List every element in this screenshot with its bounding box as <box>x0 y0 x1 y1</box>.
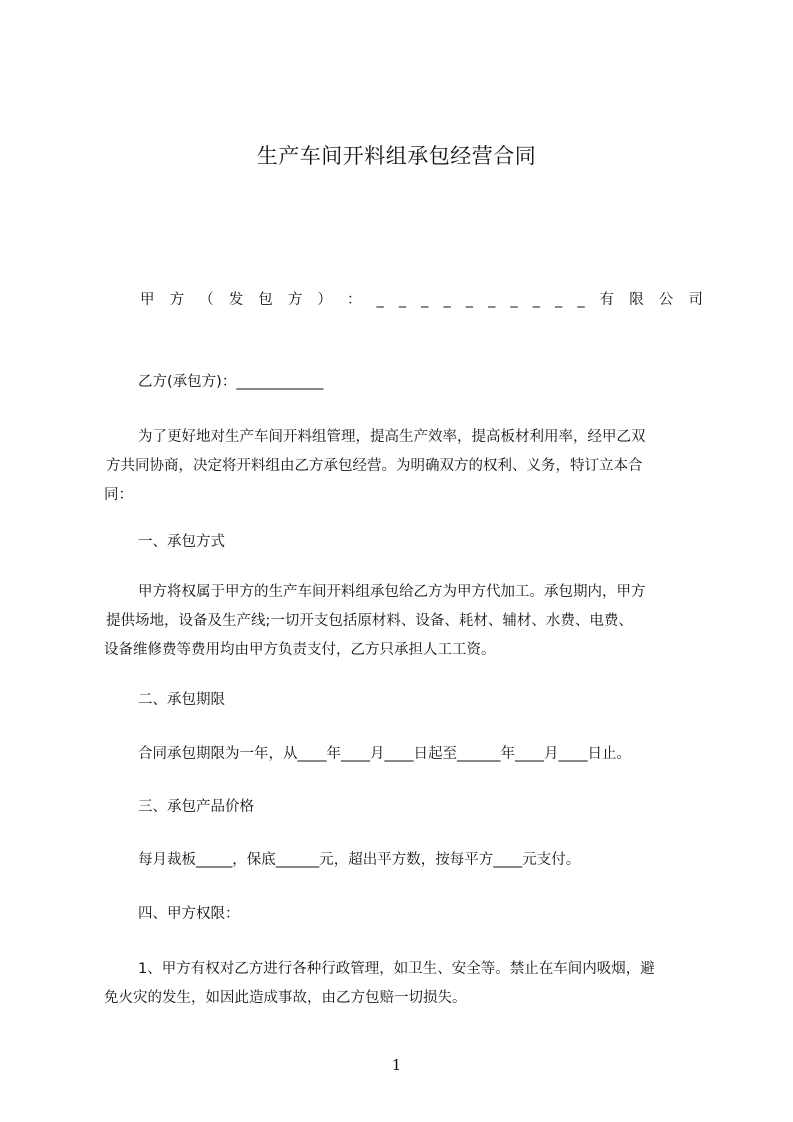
party-a-blank: _ <box>555 292 563 308</box>
party-a-line <box>140 290 703 310</box>
section2-heading: 二、承包期限 <box>138 692 225 708</box>
intro-line: 为了更好地对生产车间开料组管理，提高生产效率，提高板材利用率，经甲乙双 <box>138 429 646 445</box>
intro-line: 同： <box>104 487 133 503</box>
party-a-blank: _ <box>465 292 473 308</box>
section4-item1 <box>104 955 690 1013</box>
section1-paragraph <box>104 578 690 665</box>
party-a-char: 甲 <box>140 292 155 308</box>
section2-text: 合同承包期限为一年，从____年____月____日起至______年____月____日止。 <box>138 746 631 762</box>
party-b-line: 乙方(承包方)：____________ <box>138 374 324 390</box>
section1-line: 设备维修费等费用均由甲方负责支付，乙方只承担人工工资。 <box>104 642 496 658</box>
party-a-char: ） <box>317 292 332 308</box>
party-a-blank: _ <box>577 292 585 308</box>
section3-heading: 三、承包产品价格 <box>138 799 254 815</box>
party-a-char: 限 <box>629 292 644 308</box>
section4-heading: 四、甲方权限： <box>138 906 240 922</box>
party-a-char: 司 <box>688 292 703 308</box>
party-a-char: 方 <box>169 292 185 308</box>
party-a-char: 有 <box>599 292 615 308</box>
section4-item1-line: 免火灾的发生，如因此造成事故，由乙方包赔一切损失。 <box>104 990 467 1006</box>
party-a-blank: _ <box>443 292 451 308</box>
section1-line: 甲方将权属于甲方的生产车间开料组承包给乙方为甲方代加工。承包期内，甲方 <box>138 584 646 600</box>
party-a-char: 发 <box>228 292 244 308</box>
party-a-blank: _ <box>421 292 429 308</box>
party-a-blank: _ <box>488 292 496 308</box>
party-a-char: （ <box>199 292 214 308</box>
party-a-char: 公 <box>658 292 674 308</box>
party-a-blank: _ <box>376 292 384 308</box>
intro-line: 方共同协商，决定将开料组由乙方承包经营。为明确双方的权利、义务，特订立本合 <box>106 458 643 474</box>
party-a-char: 方 <box>287 292 303 308</box>
party-a-char: 包 <box>258 292 273 308</box>
party-a-blank: _ <box>510 292 518 308</box>
section3-text: 每月裁板_____，保底______元，超出平方数，按每平方____元支付。 <box>138 852 581 868</box>
intro-paragraph <box>104 423 690 510</box>
party-a-blank: _ <box>398 292 407 308</box>
section1-line: 提供场地，设备及生产线;一切开支包括原材料、设备、耗材、辅材、水费、电费、 <box>106 613 633 629</box>
section1-heading: 一、承包方式 <box>138 534 225 550</box>
party-a-blank: _ <box>532 292 540 308</box>
document-title: 生产车间开料组承包经营合同 <box>256 144 537 168</box>
page-number: 1 <box>391 1056 402 1074</box>
party-a-char: ： <box>346 292 362 308</box>
section4-item1-line: 1、甲方有权对乙方进行各种行政管理，如卫生、安全等。禁止在车间内吸烟，避 <box>138 961 655 977</box>
